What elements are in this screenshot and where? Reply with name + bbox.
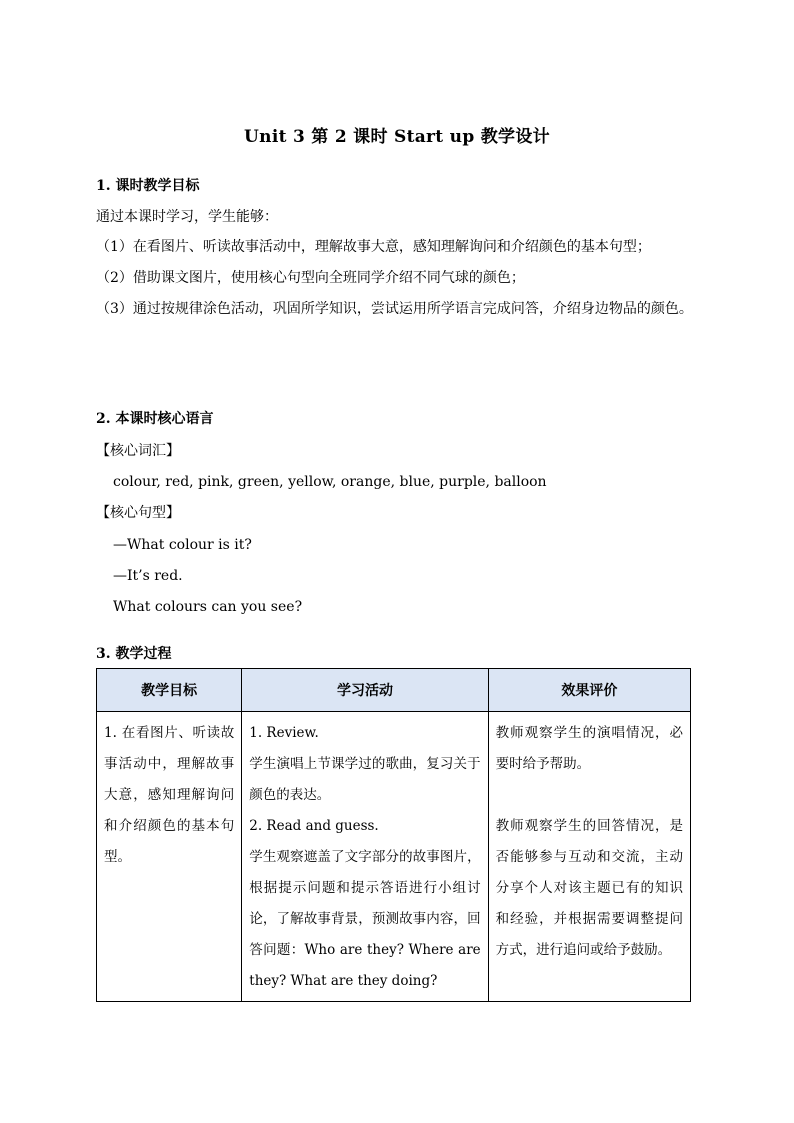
header-goal: 教学目标 — [97, 669, 242, 712]
cell-goal: 1. 在看图片、听读故事活动中，理解故事大意，感知理解询问和介绍颜色的基本句型。 — [97, 712, 242, 1002]
objectives-list — [96, 232, 698, 325]
table-row — [97, 712, 691, 1002]
section-heading-objectives: 1. 课时教学目标 — [96, 178, 200, 194]
section-heading-process: 3. 教学过程 — [96, 646, 172, 662]
vocab-label: 【核心词汇】 — [96, 443, 180, 459]
sentence-1: —What colour is it? — [113, 537, 252, 553]
activity-2-title: 2. Read and guess. — [249, 818, 379, 834]
cell-evaluation — [488, 712, 690, 1002]
activity-1-title: 1. Review. — [249, 725, 319, 741]
sentence-2: —It’s red. — [113, 568, 183, 584]
evaluation-2: 教师观察学生的回答情况，是否能够参与互动和交流，主动分享个人对该主题已有的知识和经验，并根据需要调整提问方式，进行追问或给予鼓励。 — [495, 818, 683, 958]
sentence-3: What colours can you see? — [113, 599, 303, 615]
vocab-list: colour, red, pink, green, yellow, orange, blue, purple, balloon — [113, 474, 547, 490]
teaching-process-table — [96, 668, 691, 1002]
header-evaluation: 效果评价 — [488, 669, 690, 712]
document-title: Unit 3 第 2 课时 Start up 教学设计 — [244, 127, 550, 147]
objective-item-2: （2）借助课文图片，使用核心句型向全班同学介绍不同气球的颜色； — [96, 270, 525, 286]
evaluation-gap — [496, 780, 683, 811]
activity-2-text: 学生观察遮盖了文字部分的故事图片，根据提示问题和提示答语进行小组讨论，了解故事背景，预测故事内容，回答问题：Who are they? Where are they? What are they doing? — [249, 849, 481, 989]
header-activity: 学习活动 — [242, 669, 488, 712]
sentence-label: 【核心句型】 — [96, 505, 180, 521]
section-heading-core-language: 2. 本课时核心语言 — [96, 411, 214, 427]
objective-item-3: （3）通过按规律涂色活动，巩固所学知识，尝试运用所学语言完成问答，介绍身边物品的颜色。 — [96, 301, 693, 317]
cell-activity — [242, 712, 488, 1002]
objective-item-1: （1）在看图片、听读故事活动中，理解故事大意，感知理解询问和介绍颜色的基本句型； — [96, 239, 651, 255]
activity-1-text: 学生演唱上节课学过的歌曲，复习关于颜色的表达。 — [249, 756, 481, 803]
evaluation-1: 教师观察学生的演唱情况，必要时给予帮助。 — [495, 725, 683, 772]
table-header-row — [97, 669, 691, 712]
objectives-intro: 通过本课时学习，学生能够： — [96, 209, 278, 225]
